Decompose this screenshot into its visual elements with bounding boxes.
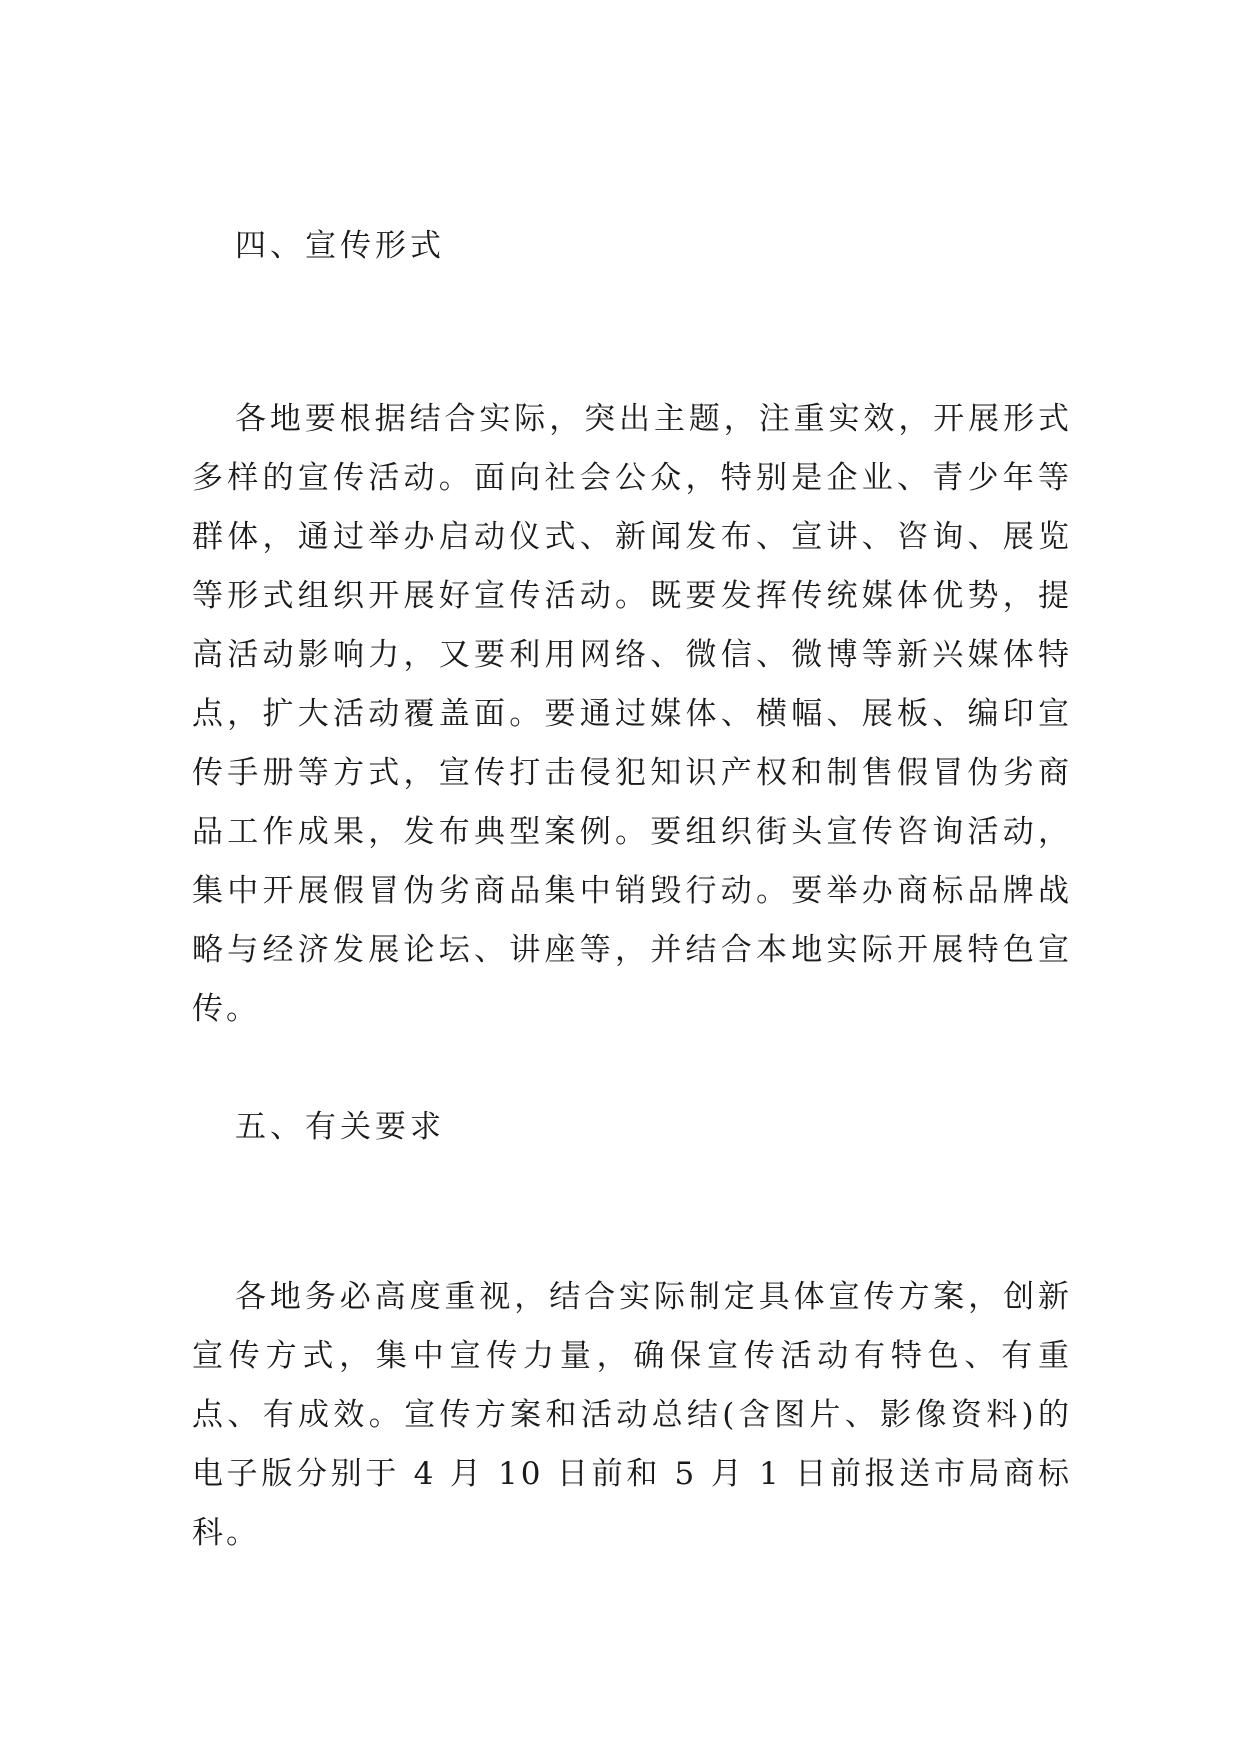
section-body-requirements: 各地务必高度重视，结合实际制定具体宣传方案，创新宣传方式，集中宣传力量，确保宣传活动有特色、有重点、有成效。宣传方案和活动总结(含图片、影像资料)的电子版分别于 4 月 10 日前和 5 月 1 日前报送市局商标科。 [192,1279,1072,1551]
section-body-publicity-forms: 各地要根据结合实际，突出主题，注重实效，开展形式多样的宣传活动。面向社会公众，特别是企业、青少年等群体，通过举办启动仪式、新闻发布、宣讲、咨询、展览等形式组织开展好宣传活动。既要发挥传统媒体优势，提高活动影响力，又要利用网络、微信、微博等新兴媒体特点，扩大活动覆盖面。要通过媒体、横幅、展板、编印宣传手册等方式，宣传打击侵犯知识产权和制售假冒伪劣商品工作成果，发布典型案例。要组织街头宣传咨询活动，集中开展假冒伪劣商品集中销毁行动。要举办商标品牌战略与经济发展论坛、讲座等，并结合本地实际开展特色宣传。 [192,401,1072,1027]
section-heading-requirements: 五、有关要求 [235,1109,445,1145]
section-heading-publicity-forms: 四、宣传形式 [235,228,445,264]
